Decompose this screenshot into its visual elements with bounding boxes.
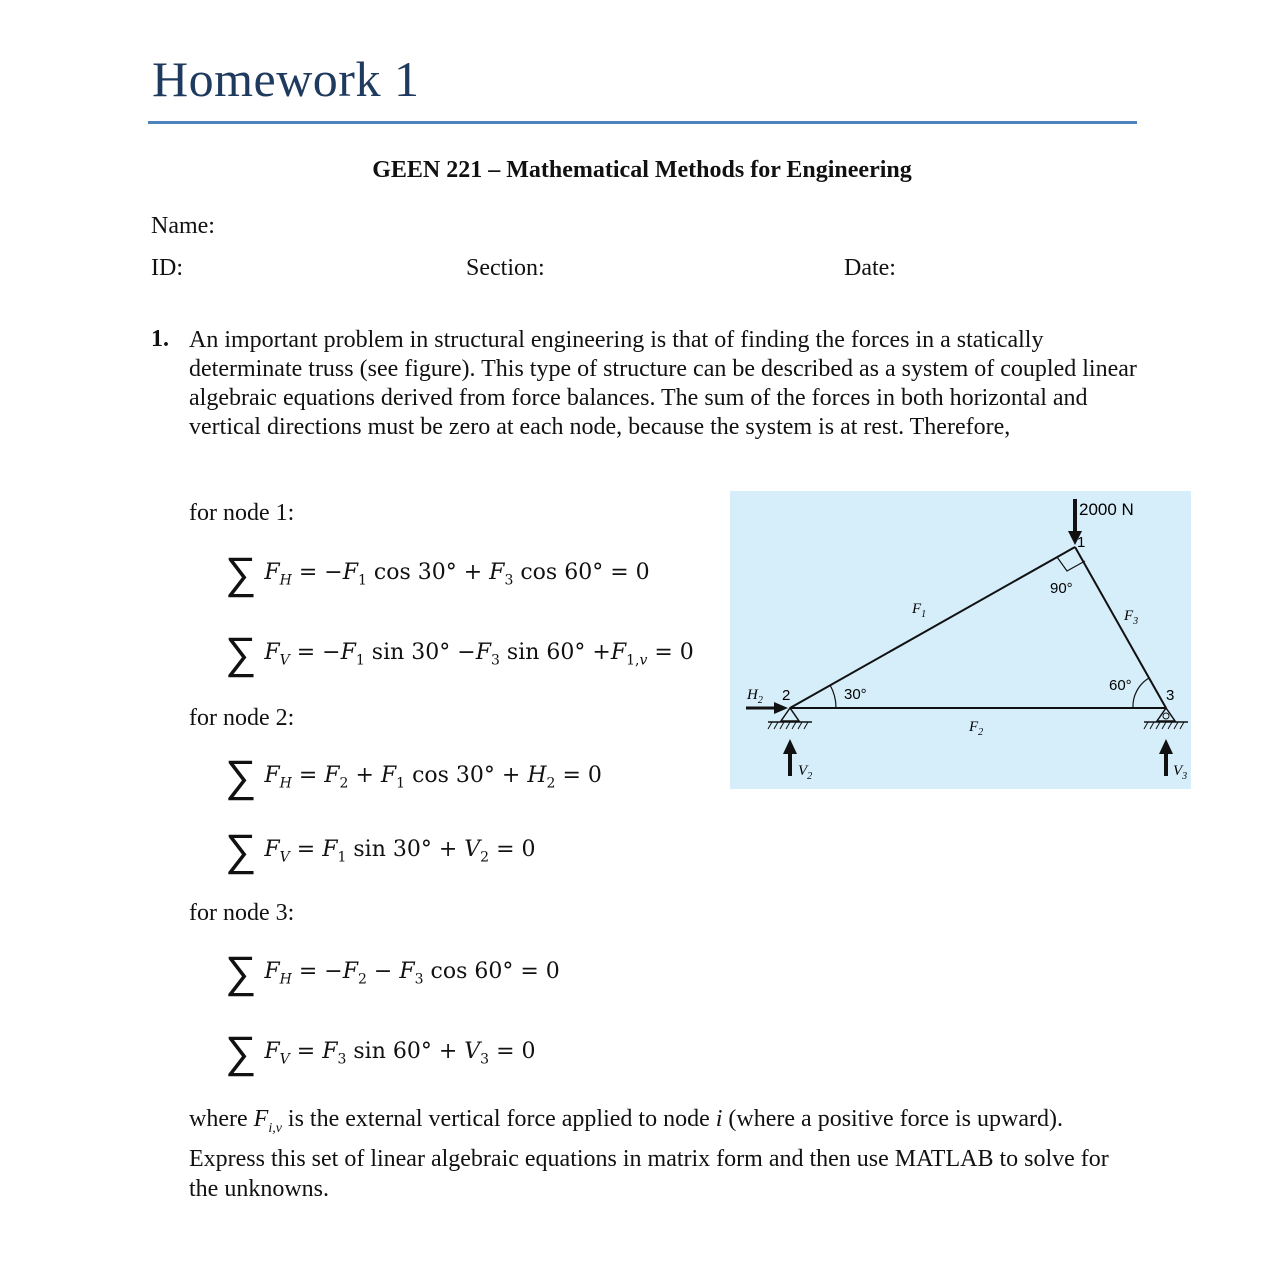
member-f1 [790, 547, 1075, 708]
closing-text-rest: Express this set of linear algebraic equations in matrix form and then use MATLAB to solve for the unknowns. [189, 1145, 1109, 1202]
date-label: Date: [844, 255, 896, 281]
title-rule [148, 121, 1137, 124]
load-label: 2000 N [1079, 500, 1134, 519]
truss-figure [730, 491, 1191, 789]
v3-label: $V_3$ [1173, 763, 1188, 782]
node3-number: 3 [1166, 687, 1175, 704]
truss-diagram [730, 491, 1191, 789]
question-intro: An important problem in structural engineering is that of finding the forces in a statically determinate truss (see figure). This type of structure can be described as a system of coupled linear algebraic equations derived from force balances. The sum of the forces in both horizontal and vertical directions must be zero at each node, because the system is at rest. Therefore, [189, 327, 1137, 440]
section-label: Section: [466, 255, 545, 281]
f1-label: $F_1$ [912, 601, 927, 620]
node1-eq-horizontal: ∑ $F_H = -F_1$ $\cos 30^\circ + F_3$ cos 60° = 0 [225, 548, 650, 599]
closing-text-b: is the external vertical force applied to node [281, 1106, 716, 1132]
h2-label: $H_2$ [747, 687, 763, 706]
support-node2 [781, 708, 799, 721]
page-title: Homework 1 [152, 51, 420, 107]
arc-30 [830, 685, 836, 708]
node2-eq-vertical: ∑ $F_V = F_1$ $\sin 30^\circ + V_2 = 0$ [225, 825, 536, 876]
f3-label: $F_3$ [1124, 608, 1139, 627]
angle-90-label: 90° [1050, 580, 1073, 597]
arc-60 [1133, 678, 1149, 708]
angle-60-label: 60° [1109, 677, 1132, 694]
v2-label: $V_2$ [798, 763, 813, 782]
node3-eq-horizontal: ∑ $F_H = -F_2 - F_3$ cos 60° = 0 [225, 947, 560, 998]
angle-30-label: 30° [844, 686, 867, 703]
node2-eq-horizontal: ∑ $F_H = F_2 + F_1$ $\cos 30^\circ + H_2 = 0$ [225, 751, 602, 802]
question-closing: where $F_{i,v}$ is the external vertical force applied to node i (where a positive force is upward). Express this set of linear algebraic equations in matrix form and then use MATLAB to solve for the unknowns. [189, 1106, 1109, 1202]
name-label: Name: [151, 213, 215, 239]
node1-eq-vertical: ∑ $F_V = -F_1$ $\sin 30^\circ -F_3$ $\sin 60^\circ +F_{1,v} = 0$ [225, 628, 694, 679]
f2-label: $F_2$ [969, 719, 984, 738]
id-label: ID: [151, 255, 183, 281]
question-number: 1. [151, 326, 169, 352]
closing-text-c: (where a positive force is upward). [722, 1106, 1063, 1132]
node2-label: for node 2: [189, 705, 295, 731]
node1-number: 1 [1077, 534, 1086, 551]
node1-label: for node 1: [189, 500, 295, 526]
node3-eq-vertical: ∑ $F_V = F_3$ $\sin 60^\circ + V_3 = 0$ [225, 1027, 536, 1078]
course-title: GEEN 221 – Mathematical Methods for Engineering [372, 157, 912, 183]
node3-label: for node 3: [189, 900, 295, 926]
closing-text-a: where [189, 1106, 254, 1132]
node2-number: 2 [782, 687, 791, 704]
